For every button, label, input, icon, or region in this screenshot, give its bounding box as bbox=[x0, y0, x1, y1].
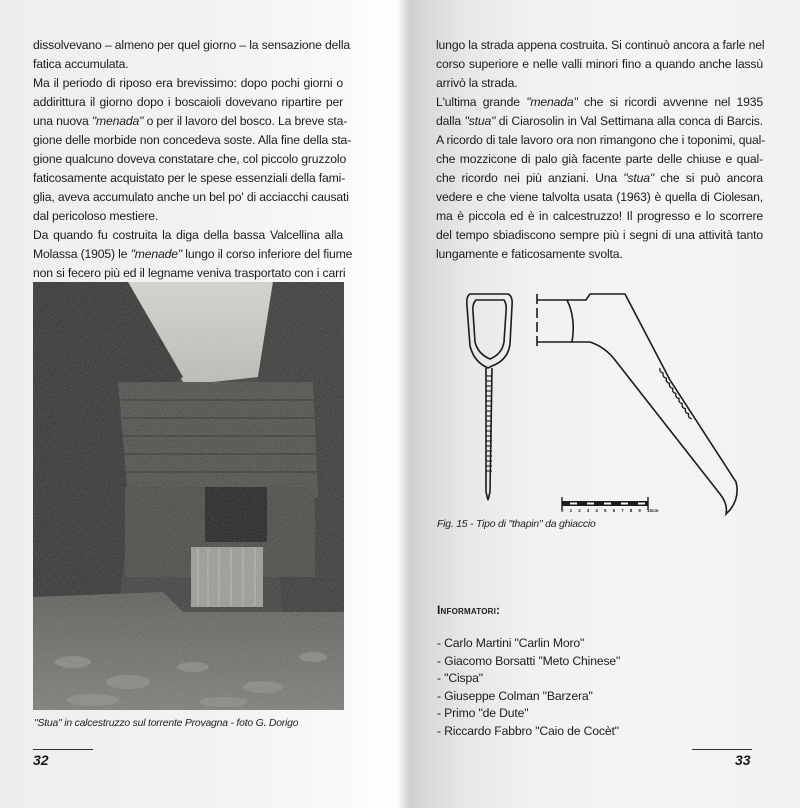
stua-photograph bbox=[33, 282, 344, 710]
italic-term: "menada" bbox=[91, 114, 144, 128]
informatore-item: - Giacomo Borsatti "Meto Chinese" bbox=[437, 653, 621, 668]
paragraph bbox=[436, 93, 766, 264]
text-line: gione delle morbide non concedeva soste. Alla fine della sta- bbox=[33, 133, 352, 147]
text-line: faticosamente acquistato per le spese essenziali della fami- bbox=[33, 171, 346, 185]
text-line: glia, aveva accumulato anche un bel po' di acciacchi causati bbox=[33, 190, 349, 204]
figure-caption: Fig. 15 - Tipo di "thapin" da ghiaccio bbox=[437, 519, 596, 530]
text-line: una nuova "menada" o per il lavoro del bosco. La breve sta- bbox=[33, 114, 348, 128]
text-line: L'ultima grande "menada" che si ricordi avvenne nel 1935 bbox=[436, 95, 764, 109]
italic-term: "menada" bbox=[526, 95, 578, 109]
informatori-heading: Informatori: bbox=[437, 603, 501, 617]
text-line: corso superiore e nelle valli minori fino a quando anche lassù bbox=[436, 57, 763, 71]
scale-tick-label: 6 bbox=[612, 508, 616, 513]
thapin-socket bbox=[537, 300, 573, 342]
folio-rule-right bbox=[692, 749, 752, 750]
text-line: vedere e che viene talvolta usata (1963) è quella di Ciolesan, bbox=[436, 190, 763, 204]
thapin-figure bbox=[440, 282, 760, 522]
folio-rule-left bbox=[33, 749, 93, 750]
text-line: gione qualcuno doveva constatare che, col piccolo gruzzolo bbox=[33, 152, 347, 166]
text-line: del tempo sbiadiscono sempre più i segni di una attività tanto bbox=[436, 228, 763, 242]
thapin-blade-upper bbox=[567, 294, 670, 380]
thapin-ring-inner bbox=[473, 300, 506, 359]
text-line: dissolvevano – almeno per quel giorno – la sensazione della bbox=[33, 38, 351, 52]
page-number-left: 32 bbox=[33, 752, 49, 768]
text-line: Molassa (1905) le "menade" lungo il corso inferiore del fiume bbox=[33, 247, 353, 261]
paragraph bbox=[436, 36, 763, 93]
photo-caption: "Stua" in calcestruzzo sul torrente Provagna - foto G. Dorigo bbox=[34, 718, 299, 729]
italic-term: "stua" bbox=[623, 171, 655, 185]
text-line: dalla "stua" di Ciarosolin in Val Settimana alla conca di Barcis. bbox=[436, 114, 763, 128]
scale-tick-label: 2 bbox=[578, 508, 581, 513]
text-line: ma è piccola ed è in calcestruzzo! Il progresso e lo scorrere bbox=[436, 209, 763, 223]
italic-term: "stua" bbox=[464, 114, 496, 128]
page-left bbox=[0, 0, 385, 808]
page-number-right: 33 bbox=[735, 752, 751, 768]
text-line: che mozzicone di palo già facente parte delle chiuse e qual- bbox=[436, 152, 763, 166]
scale-tick-label: 8 bbox=[629, 508, 633, 513]
text-line: fatica accumulata. bbox=[33, 57, 129, 71]
left-page-body-text bbox=[33, 36, 353, 283]
thapin-blade-lower bbox=[569, 342, 737, 514]
right-page-body-text bbox=[436, 36, 766, 264]
text-line: lungo la strada appena costruita. Si continuò ancora a farle nel bbox=[436, 38, 765, 52]
thapin-shaft bbox=[486, 368, 492, 500]
informatore-item: - "Cispa" bbox=[437, 671, 483, 685]
photo-canvas bbox=[33, 282, 344, 710]
text-line: Ma il periodo di riposo era brevissimo: dopo pochi giorni o bbox=[33, 76, 343, 90]
paragraph bbox=[33, 74, 352, 226]
italic-term: "menade" bbox=[130, 247, 183, 261]
scale-tick-label: 7 bbox=[621, 508, 624, 513]
text-line: dal pericoloso mestiere. bbox=[33, 209, 159, 223]
scale-tick-label: 1 bbox=[569, 508, 573, 513]
informatore-item: - Carlo Martini "Carlin Moro" bbox=[437, 636, 585, 650]
text-line: addirittura il giorno dopo i boscaioli dovevano ripartire per bbox=[33, 95, 343, 109]
informatore-item: - Riccardo Fabbro "Caio de Cocèt" bbox=[437, 723, 619, 738]
scale-tick-label: 3 bbox=[586, 508, 590, 513]
text-line: che ricordo nei più anziani. Una "stua" che si può ancora bbox=[436, 171, 763, 185]
informatori-list bbox=[437, 635, 620, 740]
paragraph bbox=[33, 36, 351, 74]
informatore-item: - Giuseppe Colman "Barzera" bbox=[437, 688, 593, 703]
text-line: A ricordo di tale lavoro ora non rimangono che i toponimi, qual- bbox=[436, 133, 766, 147]
text-line: non si fecero più ed il legname veniva trasportato con i carri bbox=[33, 266, 346, 280]
scale-unit-label: cm bbox=[652, 508, 659, 513]
paragraph bbox=[33, 226, 353, 283]
scale-tick-label: 0 bbox=[561, 508, 564, 513]
text-line: Da quando fu costruita la diga della bassa Valcellina alla bbox=[33, 228, 343, 242]
thapin-serrated-edge bbox=[659, 368, 692, 420]
scale-tick-label: 5 bbox=[604, 508, 607, 513]
thapin-drawing bbox=[440, 282, 760, 522]
informatore-item: - Primo "de Dute" bbox=[437, 706, 529, 720]
scale-tick-label: 9 bbox=[638, 508, 641, 513]
scale-tick-label: 10 bbox=[647, 508, 653, 513]
text-line: lungamente e faticosamente svolta. bbox=[436, 247, 623, 261]
text-line: arrivò la strada. bbox=[436, 76, 518, 90]
scale-tick-label: 4 bbox=[595, 508, 598, 513]
